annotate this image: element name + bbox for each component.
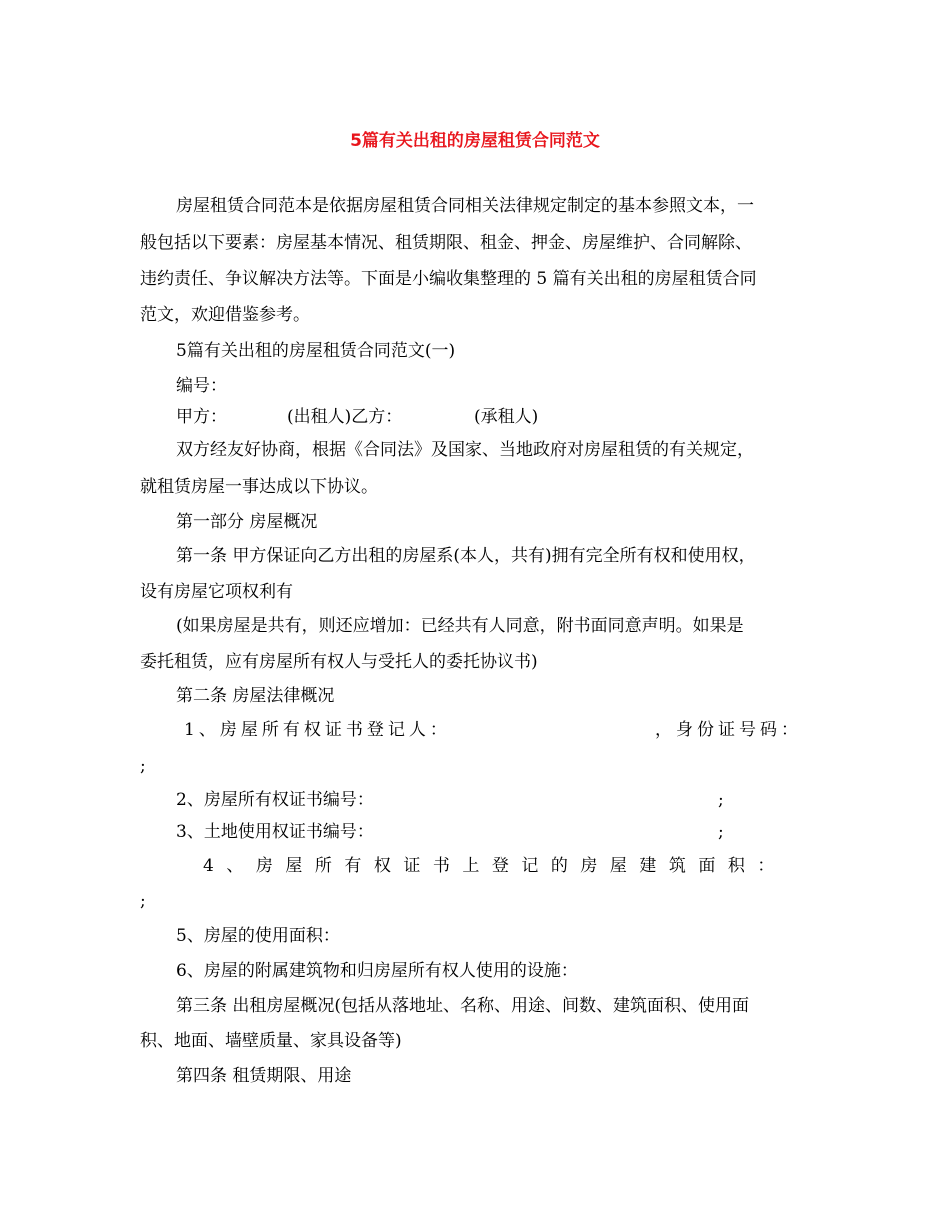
item-2-label: 2、房屋所有权证书编号： bbox=[176, 790, 374, 810]
article-1-line-1: 第一条 甲方保证向乙方出租的房屋系(本人，共有)拥有完全所有权和使用权， bbox=[176, 546, 756, 566]
agreement-line-1: 双方经友好协商，根据《合同法》及国家、当地政府对房屋租赁的有关规定， bbox=[176, 440, 754, 460]
item-3-end: ; bbox=[718, 822, 724, 842]
item-4-end: ; bbox=[140, 891, 146, 911]
intro-line-1: 房屋租赁合同范本是依据房屋租赁合同相关法律规定制定的基本参照文本，一 bbox=[176, 196, 754, 216]
intro-line-2: 般包括以下要素：房屋基本情况、租赁期限、租金、押金、房屋维护、合同解除、 bbox=[140, 233, 752, 253]
article-2-heading: 第二条 房屋法律概况 bbox=[176, 686, 335, 706]
article-4-heading: 第四条 租赁期限、用途 bbox=[176, 1066, 352, 1086]
item-5-label: 5、房屋的使用面积： bbox=[176, 926, 340, 946]
lessor-label: (出租人)乙方： bbox=[287, 407, 403, 427]
lessee-label: (承租人) bbox=[474, 407, 539, 427]
intro-line-3: 违约责任、争议解决方法等。下面是小编收集整理的 5 篇有关出租的房屋租赁合同 bbox=[140, 269, 757, 289]
item-3-label: 3、土地使用权证书编号： bbox=[176, 822, 374, 842]
item-6-label: 6、房屋的附属建筑物和归房屋所有权人使用的设施： bbox=[176, 961, 578, 981]
item-4-label: 4、房屋所有权证书上登记的房屋建筑面积： bbox=[203, 856, 787, 876]
article-1-line-2: 设有房屋它项权利有 bbox=[140, 582, 293, 602]
article-3-line-2: 积、地面、墙壁质量、家具设备等) bbox=[140, 1031, 402, 1051]
sub-title: 5篇有关出租的房屋租赁合同范文(一) bbox=[176, 341, 456, 361]
note-line-2: 委托租赁，应有房屋所有权人与受托人的委托协议书) bbox=[140, 652, 538, 672]
article-3-line-1: 第三条 出租房屋概况(包括从落地址、名称、用途、间数、建筑面积、使用面 bbox=[176, 996, 750, 1016]
agreement-line-2: 就租赁房屋一事达成以下协议。 bbox=[140, 477, 378, 497]
number-label: 编号： bbox=[176, 376, 227, 396]
party-a-label: 甲方： bbox=[176, 407, 227, 427]
note-line-1: (如果房屋是共有，则还应增加：已经共有人同意，附书面同意声明。如果是 bbox=[176, 616, 744, 636]
item-1-label: 1、房屋所有权证书登记人： bbox=[184, 720, 451, 740]
item-1-id-label: ，身份证号码： bbox=[655, 720, 802, 740]
document-title: 5篇有关出租的房屋租赁合同范文 bbox=[350, 131, 600, 151]
part-1-heading: 第一部分 房屋概况 bbox=[176, 512, 318, 532]
intro-line-4: 范文，欢迎借鉴参考。 bbox=[140, 305, 310, 325]
item-2-end: ; bbox=[718, 790, 724, 810]
item-1-end: ; bbox=[140, 756, 146, 776]
